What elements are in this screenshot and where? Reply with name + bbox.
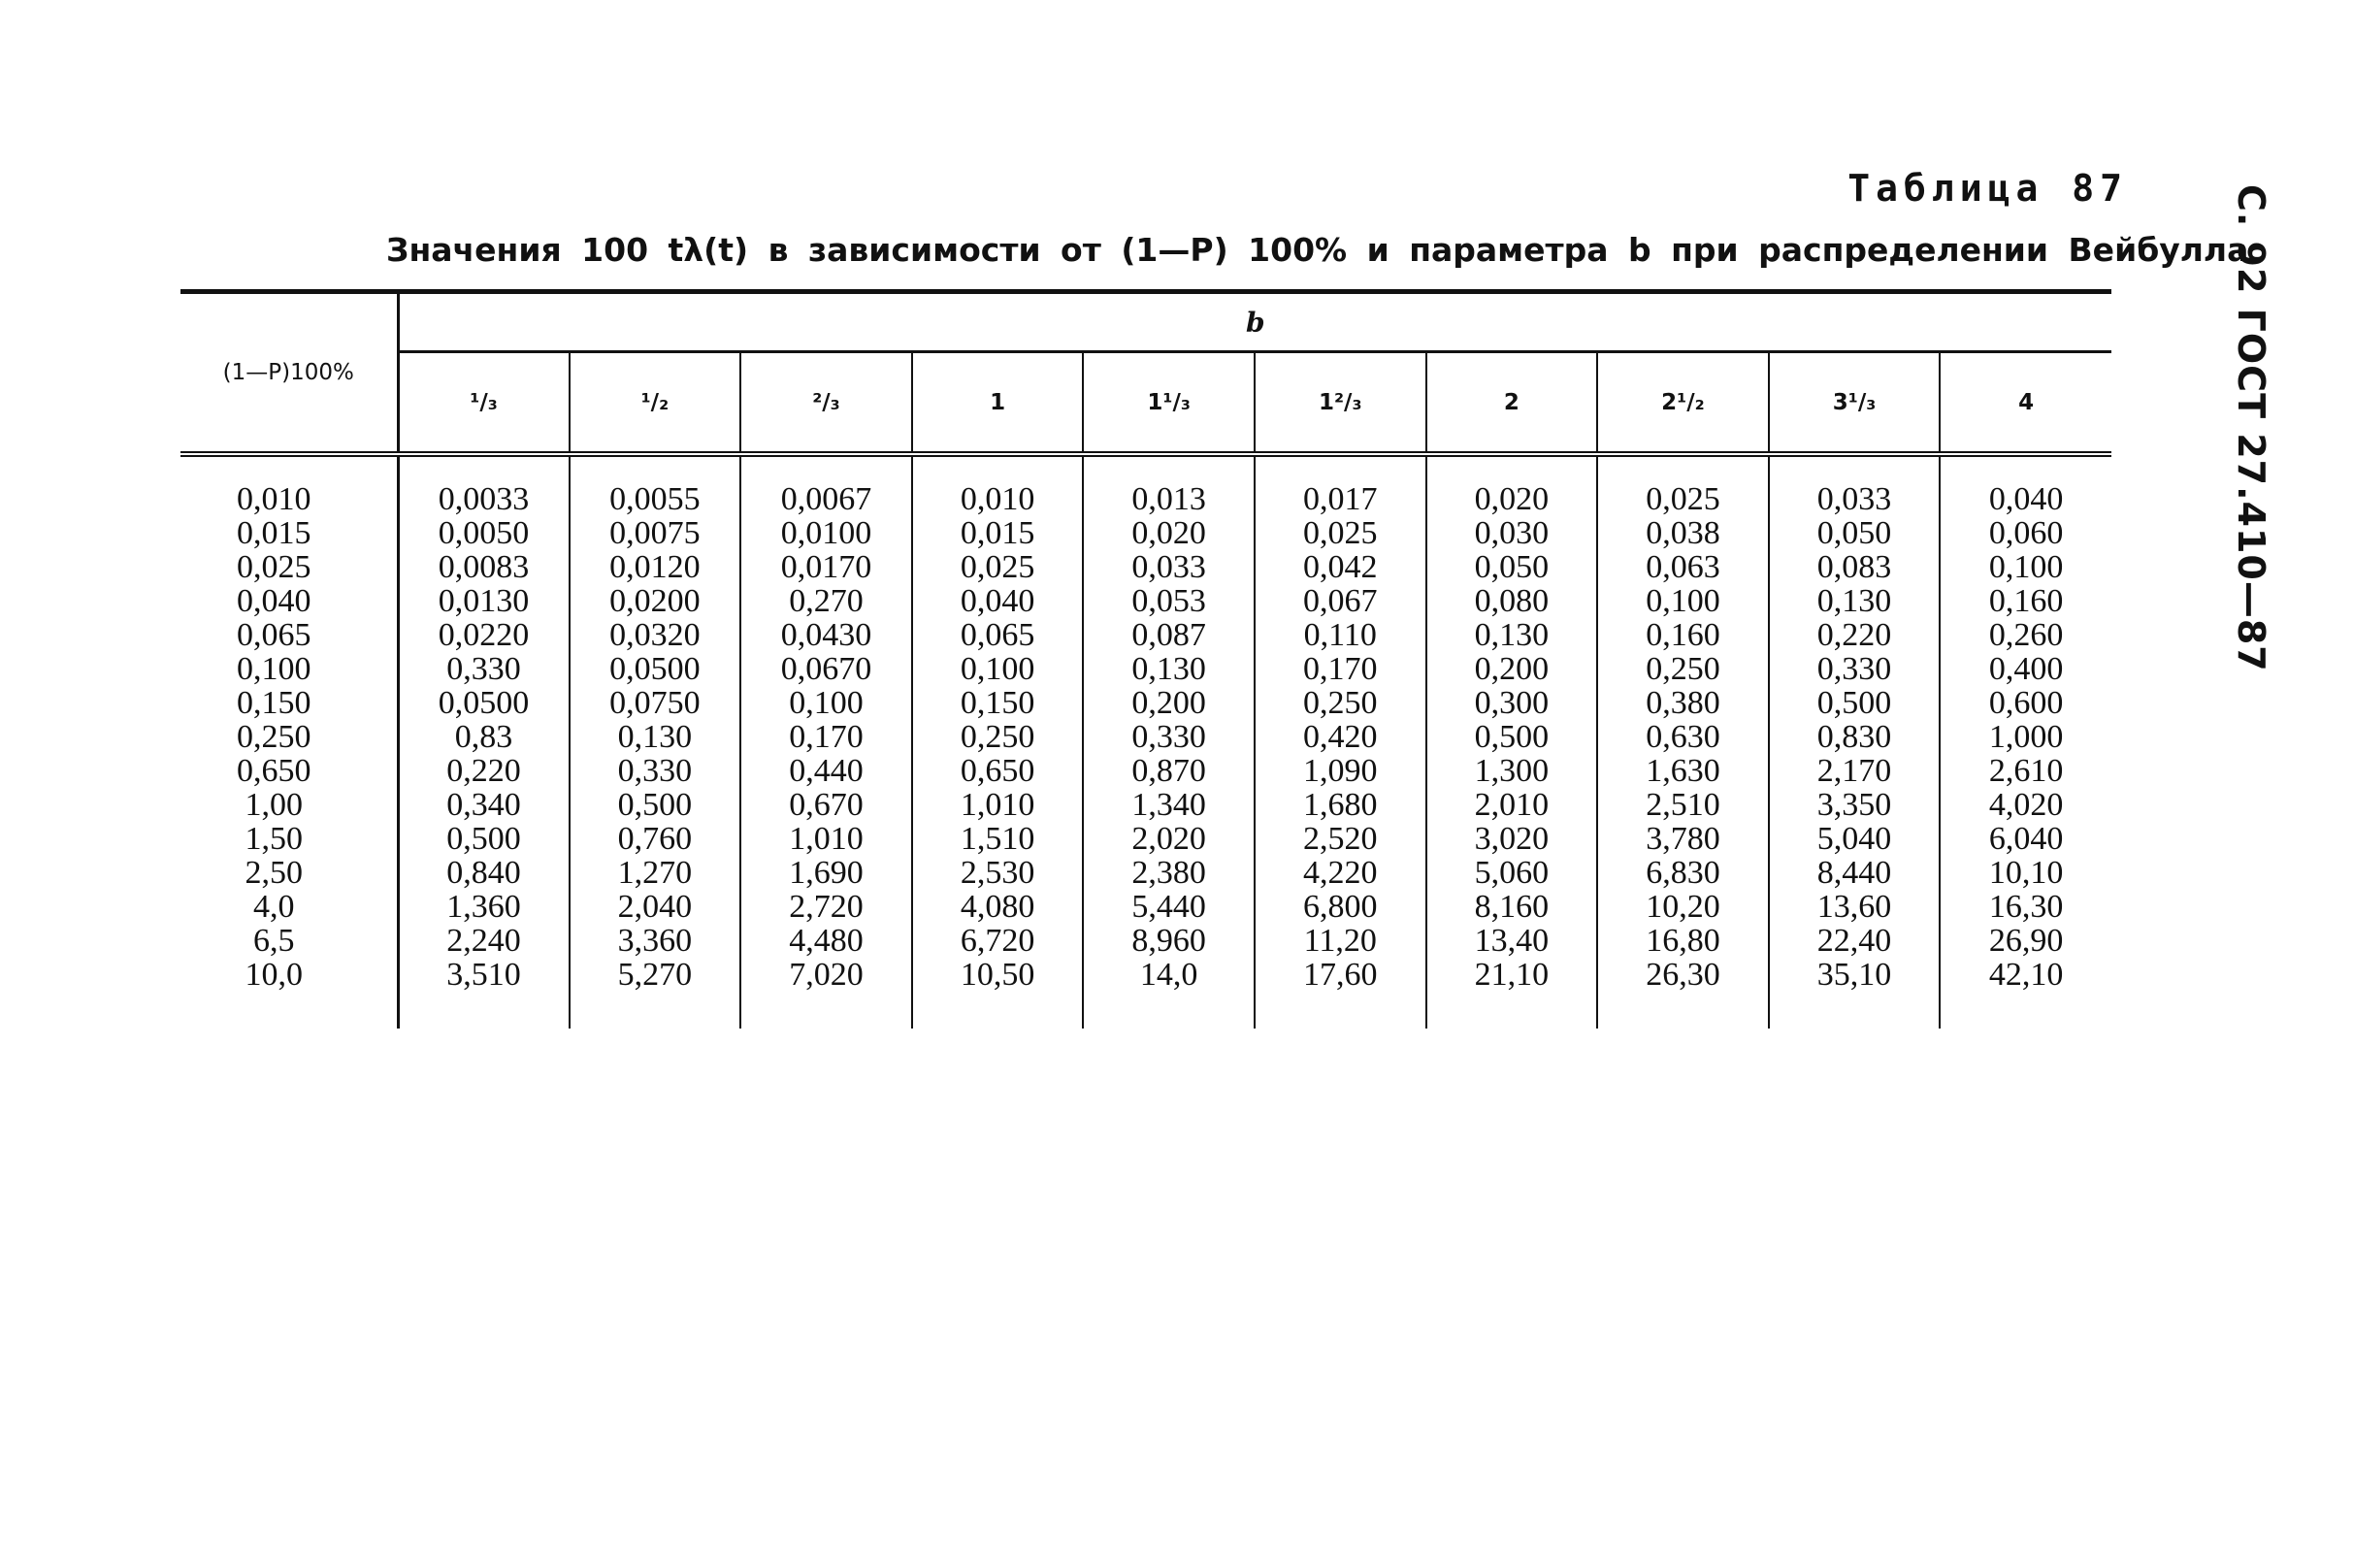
table-cell: 0,760 — [570, 822, 741, 856]
table-cell: 42,10 — [1988, 957, 2064, 993]
table-cell: 0,042 — [1255, 550, 1426, 584]
table-cell: 0,065 — [912, 618, 1084, 652]
table-cell: 0,030 — [1426, 516, 1598, 550]
table-cell: 0,250 — [1255, 686, 1426, 720]
table-cell: 0,500 — [1769, 686, 1941, 720]
table-cell: 1,270 — [570, 856, 741, 890]
table-cell: 1,360 — [398, 890, 570, 924]
table-cell: 0,0083 — [398, 550, 570, 584]
table-cell: 0,330 — [570, 754, 741, 788]
table-cell: 0,500 — [570, 788, 741, 822]
table-cell: 8,960 — [1083, 924, 1255, 958]
table-cell: 4,220 — [1255, 856, 1426, 890]
table-cell: 0,063 — [1597, 550, 1769, 584]
row-param-value: 10,0 — [180, 958, 398, 992]
table-cell: 2,380 — [1083, 856, 1255, 890]
column-header-b: 1¹/₃ — [1083, 352, 1255, 454]
column-header-b: 3¹/₃ — [1769, 352, 1941, 454]
table-cell: 0,040 — [1988, 481, 2064, 517]
table-title: Значения 100 tλ(t) в зависимости от (1—P) 100% и параметра b при распределении Вейбулла — [386, 231, 2249, 269]
table-cell: 7,020 — [740, 958, 912, 992]
table-cell: 0,0130 — [398, 584, 570, 618]
table-cell: 0,150 — [912, 686, 1084, 720]
table-cell: 0,200 — [1083, 686, 1255, 720]
table-cell: 0,170 — [740, 720, 912, 754]
table-cell: 2,610 — [1988, 753, 2064, 789]
table-row — [180, 822, 2111, 856]
table-cell: 0,600 — [1988, 685, 2064, 721]
table-cell: 0,033 — [1083, 550, 1255, 584]
table-cell: 0,830 — [1769, 720, 1941, 754]
column-header-b: ¹/₂ — [570, 352, 741, 454]
table-cell: 10,20 — [1597, 890, 1769, 924]
table-cell: 26,30 — [1597, 958, 1769, 992]
table-cell: 1,300 — [1426, 754, 1598, 788]
table-cell: 10,50 — [912, 958, 1084, 992]
table-cell: 0,083 — [1769, 550, 1941, 584]
table-cell: 0,270 — [740, 584, 912, 618]
table-spacer-row — [180, 454, 2111, 482]
column-header-b: 4 — [2018, 389, 2035, 415]
table-cell: 3,350 — [1769, 788, 1941, 822]
table-cell: 0,220 — [398, 754, 570, 788]
table-cell: 0,100 — [1597, 584, 1769, 618]
row-param-value: 0,650 — [180, 754, 398, 788]
table-cell: 2,510 — [1597, 788, 1769, 822]
table-cell: 1,010 — [740, 822, 912, 856]
table-cell: 0,130 — [1426, 618, 1598, 652]
table-cell: 11,20 — [1255, 924, 1426, 958]
row-param-value: 0,065 — [180, 618, 398, 652]
table-cell: 5,060 — [1426, 856, 1598, 890]
table-cell: 0,0170 — [740, 550, 912, 584]
param-column-header: (1—P)100% — [180, 292, 398, 455]
table-cell: 0,200 — [1426, 652, 1598, 686]
table-cell: 1,690 — [740, 856, 912, 890]
table-cell: 6,830 — [1597, 856, 1769, 890]
table-cell: 0,380 — [1597, 686, 1769, 720]
table-cell: 0,015 — [912, 516, 1084, 550]
table-cell: 0,840 — [398, 856, 570, 890]
table-cell: 0,330 — [1083, 720, 1255, 754]
table-cell: 0,420 — [1255, 720, 1426, 754]
table-cell: 0,300 — [1426, 686, 1598, 720]
table-cell: 0,340 — [398, 788, 570, 822]
table-cell: 6,040 — [1988, 821, 2064, 857]
table-cell: 0,670 — [740, 788, 912, 822]
table-cell: 21,10 — [1426, 958, 1598, 992]
table-cell: 0,025 — [912, 550, 1084, 584]
table-cell: 0,130 — [570, 720, 741, 754]
table-cell: 0,0430 — [740, 618, 912, 652]
table-cell: 8,160 — [1426, 890, 1598, 924]
table-cell: 13,40 — [1426, 924, 1598, 958]
page-side-label: С. 92 ГОСТ 27.410—87 — [2230, 184, 2272, 672]
table-cell: 0,0050 — [398, 516, 570, 550]
table-number: Таблица 87 — [1847, 167, 2128, 210]
table-cell: 0,400 — [1988, 651, 2064, 687]
table-cell: 0,870 — [1083, 754, 1255, 788]
table-cell: 0,100 — [1988, 549, 2064, 585]
table-cell: 0,630 — [1597, 720, 1769, 754]
table-cell: 16,30 — [1988, 889, 2064, 925]
row-param-value: 0,100 — [180, 652, 398, 686]
table-cell: 0,0750 — [570, 686, 741, 720]
table-cell: 10,10 — [1988, 855, 2064, 891]
table-cell: 0,330 — [398, 652, 570, 686]
table-cell: 0,020 — [1426, 482, 1598, 516]
table-cell: 2,530 — [912, 856, 1084, 890]
table-cell: 0,040 — [912, 584, 1084, 618]
table-cell: 14,0 — [1083, 958, 1255, 992]
table-cell: 0,100 — [912, 652, 1084, 686]
row-param-value: 6,5 — [180, 924, 398, 958]
table-cell: 0,060 — [1988, 515, 2064, 551]
table-cell: 0,130 — [1083, 652, 1255, 686]
table-cell: 16,80 — [1597, 924, 1769, 958]
table-cell: 1,340 — [1083, 788, 1255, 822]
table-row — [180, 482, 2111, 516]
table-cell: 5,270 — [570, 958, 741, 992]
table-cell: 0,650 — [912, 754, 1084, 788]
table-row — [180, 550, 2111, 584]
table-cell: 0,260 — [1988, 617, 2064, 653]
b-group-header: b — [398, 292, 2111, 352]
table-cell: 6,720 — [912, 924, 1084, 958]
column-header-b: 1 — [912, 352, 1084, 454]
table-row — [180, 584, 2111, 618]
table-cell: 0,017 — [1255, 482, 1426, 516]
table-cell: 0,087 — [1083, 618, 1255, 652]
table-spacer-row — [180, 992, 2111, 1029]
table-cell: 5,440 — [1083, 890, 1255, 924]
table-row — [180, 856, 2111, 890]
table-cell: 2,040 — [570, 890, 741, 924]
table-cell: 4,020 — [1988, 787, 2064, 823]
table-cell: 2,720 — [740, 890, 912, 924]
table-cell: 3,510 — [398, 958, 570, 992]
table-cell: 0,080 — [1426, 584, 1598, 618]
table-cell: 0,0670 — [740, 652, 912, 686]
row-param-value: 0,025 — [180, 550, 398, 584]
table-cell: 4,480 — [740, 924, 912, 958]
table-cell: 0,010 — [912, 482, 1084, 516]
table-row — [180, 516, 2111, 550]
table-cell: 1,510 — [912, 822, 1084, 856]
table-cell: 0,0033 — [398, 482, 570, 516]
table-row — [180, 924, 2111, 958]
column-header-b: ²/₃ — [740, 352, 912, 454]
table-cell: 0,050 — [1426, 550, 1598, 584]
column-header-b: 2¹/₂ — [1597, 352, 1769, 454]
table-cell: 0,025 — [1597, 482, 1769, 516]
table-row — [180, 618, 2111, 652]
table-row — [180, 890, 2111, 924]
table-cell: 1,630 — [1597, 754, 1769, 788]
column-header-b: ¹/₃ — [398, 352, 570, 454]
table-cell: 22,40 — [1769, 924, 1941, 958]
column-header-b: 2 — [1426, 352, 1598, 454]
table-cell: 0,053 — [1083, 584, 1255, 618]
table-cell: 1,680 — [1255, 788, 1426, 822]
table-cell: 2,240 — [398, 924, 570, 958]
table-cell: 3,780 — [1597, 822, 1769, 856]
table-cell: 17,60 — [1255, 958, 1426, 992]
table-cell: 2,020 — [1083, 822, 1255, 856]
table-row — [180, 754, 2111, 788]
table-cell: 0,0200 — [570, 584, 741, 618]
table-cell: 0,440 — [740, 754, 912, 788]
column-header-b: 1²/₃ — [1255, 352, 1426, 454]
table-cell: 0,100 — [740, 686, 912, 720]
table-cell: 0,067 — [1255, 584, 1426, 618]
table-cell: 0,038 — [1597, 516, 1769, 550]
table-cell: 0,0500 — [570, 652, 741, 686]
table-cell: 1,090 — [1255, 754, 1426, 788]
table-cell: 4,080 — [912, 890, 1084, 924]
table-row — [180, 652, 2111, 686]
row-param-value: 4,0 — [180, 890, 398, 924]
table-cell: 0,110 — [1255, 618, 1426, 652]
table-cell: 0,0055 — [570, 482, 741, 516]
table-cell: 6,800 — [1255, 890, 1426, 924]
row-param-value: 0,150 — [180, 686, 398, 720]
table-cell: 0,500 — [1426, 720, 1598, 754]
row-param-value: 2,50 — [180, 856, 398, 890]
table-cell: 0,130 — [1769, 584, 1941, 618]
row-param-value: 0,015 — [180, 516, 398, 550]
row-param-value: 1,50 — [180, 822, 398, 856]
row-param-value: 0,250 — [180, 720, 398, 754]
table-cell: 0,83 — [398, 720, 570, 754]
table-cell: 13,60 — [1769, 890, 1941, 924]
row-param-value: 0,010 — [180, 482, 398, 516]
table-cell: 0,0320 — [570, 618, 741, 652]
table-cell: 0,025 — [1255, 516, 1426, 550]
table-row — [180, 958, 2111, 992]
table-cell: 0,220 — [1769, 618, 1941, 652]
table-cell: 2,170 — [1769, 754, 1941, 788]
table-row — [180, 720, 2111, 754]
table-cell: 0,250 — [1597, 652, 1769, 686]
row-param-value: 1,00 — [180, 788, 398, 822]
table-cell: 0,500 — [398, 822, 570, 856]
table-cell: 0,330 — [1769, 652, 1941, 686]
table-cell: 5,040 — [1769, 822, 1941, 856]
table-cell: 0,013 — [1083, 482, 1255, 516]
table-cell: 1,010 — [912, 788, 1084, 822]
table-cell: 0,160 — [1597, 618, 1769, 652]
table-cell: 0,0100 — [740, 516, 912, 550]
table-cell: 2,010 — [1426, 788, 1598, 822]
table-cell: 2,520 — [1255, 822, 1426, 856]
weibull-table — [180, 289, 2111, 1029]
table-row — [180, 686, 2111, 720]
table-cell: 0,050 — [1769, 516, 1941, 550]
table-cell: 1,000 — [1988, 719, 2064, 755]
table-cell: 0,250 — [912, 720, 1084, 754]
table-cell: 26,90 — [1988, 923, 2064, 959]
table-cell: 3,020 — [1426, 822, 1598, 856]
table-cell: 0,0067 — [740, 482, 912, 516]
table-cell: 35,10 — [1769, 958, 1941, 992]
row-param-value: 0,040 — [180, 584, 398, 618]
table-cell: 0,170 — [1255, 652, 1426, 686]
table-cell: 0,0220 — [398, 618, 570, 652]
table-cell: 0,0500 — [398, 686, 570, 720]
table-cell: 0,0120 — [570, 550, 741, 584]
table-cell: 0,020 — [1083, 516, 1255, 550]
table-row — [180, 788, 2111, 822]
table-cell: 3,360 — [570, 924, 741, 958]
table-cell: 8,440 — [1769, 856, 1941, 890]
table-cell: 0,160 — [1988, 583, 2064, 619]
table-cell: 0,033 — [1769, 482, 1941, 516]
table-cell: 0,0075 — [570, 516, 741, 550]
